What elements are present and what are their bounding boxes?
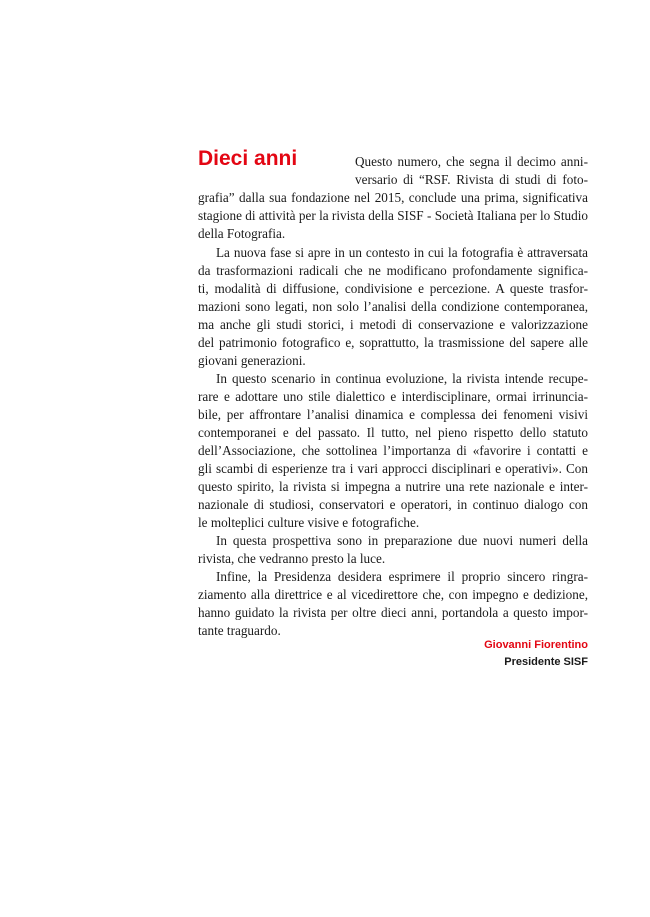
text-line: della Fotografia. xyxy=(198,226,286,241)
text-line: grafia” dalla sua fondazione nel 2015, conclude una prima, significativa xyxy=(198,190,588,205)
text-line: stagione di attività per la rivista della SISF - Società Italiana per lo Studio xyxy=(198,208,588,223)
text-line: La nuova fase si apre in un contesto in cui la fotografia è attraversata xyxy=(216,245,588,260)
text-line: da trasformazioni radicali che ne modificano profondamente significa- xyxy=(198,263,588,278)
text-line: ziamento alla direttrice e al vicedirettore che, con impegno e dedizione, xyxy=(198,587,588,602)
text-line: mazioni sono legati, non solo l’analisi della condizione contemporanea, xyxy=(198,299,588,314)
text-line: In questa prospettiva sono in preparazione due nuovi numeri della xyxy=(216,533,588,548)
text-line: le molteplici culture visive e fotografiche. xyxy=(198,515,420,530)
text-line: Questo numero, che segna il decimo anni- xyxy=(355,154,588,169)
text-line: nazionale di studiosi, conservatori e operatori, in continuo dialogo con xyxy=(198,497,588,512)
signature-role: Presidente SISF xyxy=(504,656,588,668)
text-line: dell’Associazione, che sottolinea l’importanza di «favorire i contatti e xyxy=(198,443,588,458)
text-line: ma anche gli studi storici, i metodi di conservazione e valorizzazione xyxy=(198,317,588,332)
text-line: giovani generazioni. xyxy=(198,353,306,368)
text-line: ti, modalità di diffusione, condivisione e percezione. A queste trasfor- xyxy=(198,281,588,296)
text-line: hanno guidato la rivista per oltre dieci anni, portandola a questo impor- xyxy=(198,605,588,620)
text-line: Infine, la Presidenza desidera esprimere il proprio sincero ringra- xyxy=(216,569,588,584)
text-line: tante traguardo. xyxy=(198,623,281,638)
text-line: bile, per affrontare l’analisi dinamica e complessa dei fenomeni visivi xyxy=(198,407,588,422)
text-line: questo spirito, la rivista si impegna a nutrire una rete nazionale e inter- xyxy=(198,479,588,494)
text-line: gli scambi di esperienze tra i vari approcci disciplinari e operativi». Con xyxy=(198,461,588,476)
text-line: rare e adottare uno stile dialettico e interdisciplinare, ormai irrinuncia- xyxy=(198,389,588,404)
text-line: del patrimonio fotografico e, soprattutto, la trasmissione del sapere alle xyxy=(198,335,588,350)
text-line: contemporanei e del passato. Il tutto, nel pieno rispetto dello statuto xyxy=(198,425,588,440)
text-line: In questo scenario in continua evoluzione, la rivista intende recupe- xyxy=(216,371,588,386)
text-line: rivista, che vedranno presto la luce. xyxy=(198,551,386,566)
text-line: versario di “RSF. Rivista di studi di foto- xyxy=(355,172,588,187)
signature-name: Giovanni Fiorentino xyxy=(484,639,588,651)
page-title: Dieci anni xyxy=(198,147,298,170)
